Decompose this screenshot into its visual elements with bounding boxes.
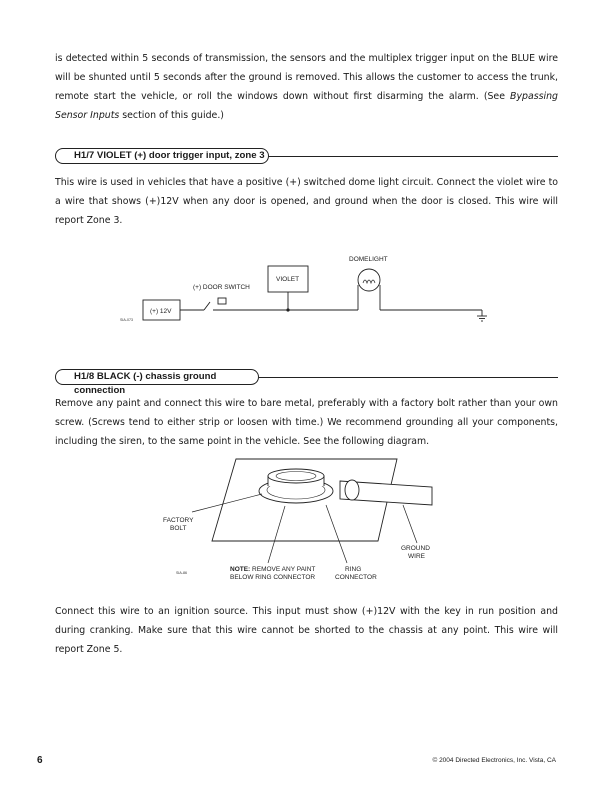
- label-domelight: DOMELIGHT: [349, 256, 388, 263]
- chassis-ground-diagram: [192, 459, 432, 563]
- door-switch-plunger-icon: [218, 298, 226, 304]
- label-door-switch: (+) DOOR SWITCH: [193, 284, 250, 291]
- label-ring-1: RING: [345, 566, 362, 573]
- section-heading-black: H1/8 BLACK (-) chassis ground connection: [55, 369, 259, 385]
- bypassing-sensor-inputs-reference: Bypassing Sensor Inputs: [55, 91, 558, 121]
- note-remove-paint: NOTE: REMOVE ANY PAINT: [230, 566, 316, 573]
- page-number: 6: [37, 755, 43, 766]
- intro-text-end: section of this guide.): [119, 110, 224, 121]
- label-factory-bolt-2: BOLT: [170, 525, 187, 532]
- factory-bolt-icon: [268, 469, 324, 483]
- label-12v: (+) 12V: [150, 308, 172, 315]
- part-code-violet: SIA-073: [120, 318, 133, 322]
- intro-text: is detected within 5 seconds of transmission, the sensors and the multiplex trigger input on the BLUE wire will be shunted until 5 seconds after the ground is removed. This allows the customer to access the trunk, remote start the vehicle, or roll the windows down without first disarming the alarm. (See: [55, 53, 558, 102]
- label-factory-bolt-1: FACTORY: [163, 517, 194, 524]
- door-switch-contact: [204, 302, 210, 310]
- part-code-ground: SIA-86: [176, 571, 187, 575]
- label-ring-2: CONNECTOR: [335, 574, 377, 581]
- copyright-notice: © 2004 Directed Electronics, Inc. Vista, CA: [432, 757, 556, 764]
- label-ground-wire-1: GROUND: [401, 545, 430, 552]
- note-below-ring: BELOW RING CONNECTOR: [230, 574, 316, 581]
- ignition-paragraph: Connect this wire to an ignition source. This input must show (+)12V with the key in run position and during cranking. Make sure that this wire cannot be shorted to the chassis at any point. This wire will report Zone 5.: [55, 606, 558, 655]
- label-ground-wire-2: WIRE: [408, 553, 425, 560]
- door-trigger-diagram: [143, 266, 487, 321]
- black-paragraph: Remove any paint and connect this wire to bare metal, preferably with a factory bolt rather than your own screw. (Screws tend to either strip or loosen with time.) We recommend grounding all your components, including the siren, to the same point in the vehicle. See the following diagram.: [55, 398, 558, 447]
- section-heading-violet: H1/7 VIOLET (+) door trigger input, zone 3: [55, 148, 269, 164]
- label-violet: VIOLET: [276, 276, 300, 283]
- violet-paragraph: This wire is used in vehicles that have a positive (+) switched dome light circuit. Connect the violet wire to a wire that shows (+)12V when any door is opened, and ground when the door is closed. This wire will report Zone 3.: [55, 177, 558, 226]
